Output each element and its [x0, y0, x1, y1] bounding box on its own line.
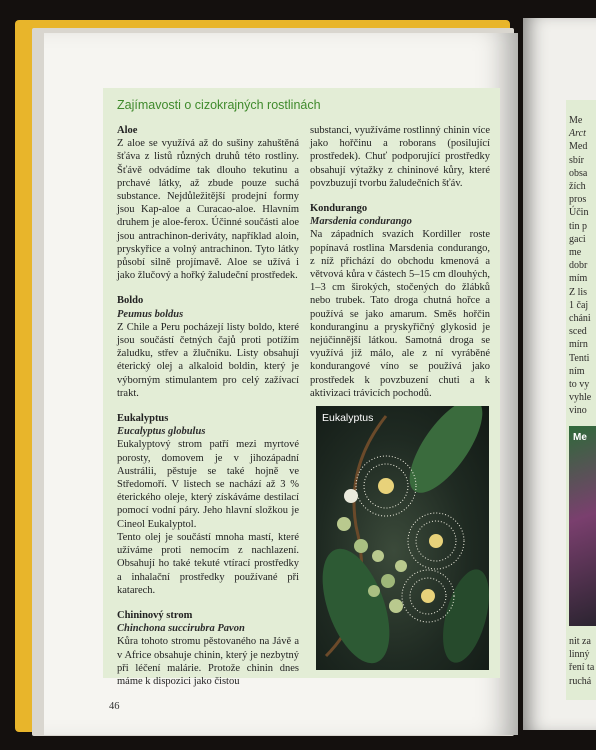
plant-heading-chinin: Chininový strom — [117, 609, 193, 621]
right-page-line: gaci — [569, 233, 586, 245]
plant-text-boldo: Z Chile a Peru pocházejí listy boldo, které jsou součástí četných čajů proti potížím žaludku, střev a žlučníku. Listy obsahují éterický olej a alkaloid boldin, který je výborným stimulantem pro celý zažívací trakt. — [117, 321, 299, 399]
right-page-line: sbír — [569, 154, 584, 166]
eucalyptus-illustration — [316, 406, 489, 670]
column-left — [117, 124, 299, 688]
plant-text-chinin-continued: substanci, využíváme rostlinný chinin více jako hořčinu a roborans (posilující prostředek). Chuť podporující prostředky obsahují výtažky z chininové kůry, které povzbuzují tvorbu žaludečních šťáv. — [310, 125, 490, 189]
right-page-line: vyhle — [569, 392, 592, 404]
right-page-line: to vy — [569, 379, 590, 390]
photo-label: Eukalyptus — [322, 412, 374, 424]
plant-text-aloe: Z aloe se využívá až do sušiny zahuštěná šťáva z listů různých druhů této rostliny. Šťávě odvádíme tak dlouho tekutinu a prchavé látky, až zbude pouze suchá substance. Nejdůležitější prodejní formy jsou Kap-aloe a Curacao-aloe. Hlavním druhem je aloe-ferox. Účinné součásti aloe jsou antrachinon-deriváty, například aloin, pryskyřice a volný antrachinon. Tyto látky působí silně projímavě. Aloe se užívá i jako žlučový a hořký žaludeční prostředek. — [117, 138, 299, 282]
plant-text-kondurango: Na západních svazích Kordiller roste popínavá rostlina Marsdenia condurango, z níž přichází do obchodu kmenová a větvová kůra v částech 5–15 cm dlouhých, 1–3 cm širokých, stočených do žlábků nebo trubek. Tato droga chutná hořce a používá se jako amarum. Směs hořčin konduranginu a pryskyřičný glykosid je nejúčinnější látkou. Samotná droga se využívá již málo, ale z ní vyráběné kondurangové víno se používá jako prostředek k povzbuzení chuti a k aktivizaci trávicích pochodů. — [310, 229, 490, 399]
right-page-line: me — [569, 247, 582, 258]
right-photo-label: Me — [573, 432, 587, 443]
plant-heading-aloe: Aloe — [117, 125, 138, 136]
right-page-bottom-line: linný — [569, 649, 590, 661]
right-page-line: 1 čaj — [569, 299, 589, 311]
plant-text-eukalyptus-2: Tento olej je součástí mnoha mastí, které užíváme proti nemocím z nachlazení. Obsahují ho také tekuté vtírací prostředky a inhalační prostředky používané při katarech. — [117, 531, 299, 596]
right-page-line: ním — [569, 365, 585, 377]
right-page-line: Účin — [569, 207, 589, 219]
right-page-line: Tenti — [569, 352, 590, 364]
plant-latin-chinin: Chinchona succirubra Pavon — [117, 623, 245, 635]
right-page-line: Arct — [569, 128, 586, 140]
plant-latin-eukalyptus: Eucalyptus globulus — [117, 426, 206, 438]
right-page-bottom-line: ruchá — [569, 675, 592, 687]
right-page-line: sced — [569, 326, 587, 338]
plant-text-eukalyptus: Eukalyptový strom patří mezi myrtové porosty, domovem je v jihozápadní Austrálii, pěstuje se také hojně ve Středomoří. V listech se nachází až 3 % éterického oleje, který získáváme destilací pomocí vodní páry. Jeho hlavní složkou je Cineol Eukalyptol. — [117, 439, 299, 530]
right-page-line: vino — [569, 405, 587, 417]
right-page-line: mím — [569, 273, 588, 285]
right-page-line: obsa — [569, 167, 588, 179]
right-page-line: Z lis — [569, 286, 588, 298]
right-page-bottom-line: nit za — [569, 636, 591, 647]
plant-heading-kondurango: Kondurango — [310, 203, 368, 215]
plant-text-chinin: Kůra tohoto stromu pěstovaného na Jávě a v Africe obsahuje chinin, který je nezbytný při léčení malárie. Protože chinin dnes máme k dispozici jako čistou — [117, 636, 299, 687]
plant-latin-boldo: Peumus boldus — [117, 308, 184, 320]
box-title: Zajímavosti o cizokrajných rostlinách — [117, 98, 321, 112]
right-page-line: pros — [569, 194, 587, 206]
right-page-line: tin p — [569, 220, 588, 232]
right-page — [523, 18, 596, 730]
right-page-line: Med — [569, 141, 588, 153]
plant-heading-boldo: Boldo — [117, 295, 144, 307]
right-page-line: cháni — [569, 313, 591, 324]
right-page-line: mírn — [569, 339, 588, 351]
right-page-line: dobr — [569, 260, 588, 272]
page-number: 46 — [109, 701, 120, 712]
eucalyptus-photo — [316, 406, 489, 670]
right-page-photo — [569, 426, 596, 626]
plant-latin-kondurango: Marsdenia condurango — [310, 216, 412, 228]
right-page-line: žích — [569, 181, 586, 192]
plant-heading-eukalyptus: Eukalyptus — [117, 413, 169, 425]
right-page-line: Me — [569, 115, 583, 126]
right-page-bottom-line: ření ta — [569, 662, 595, 674]
column-right — [310, 124, 490, 400]
